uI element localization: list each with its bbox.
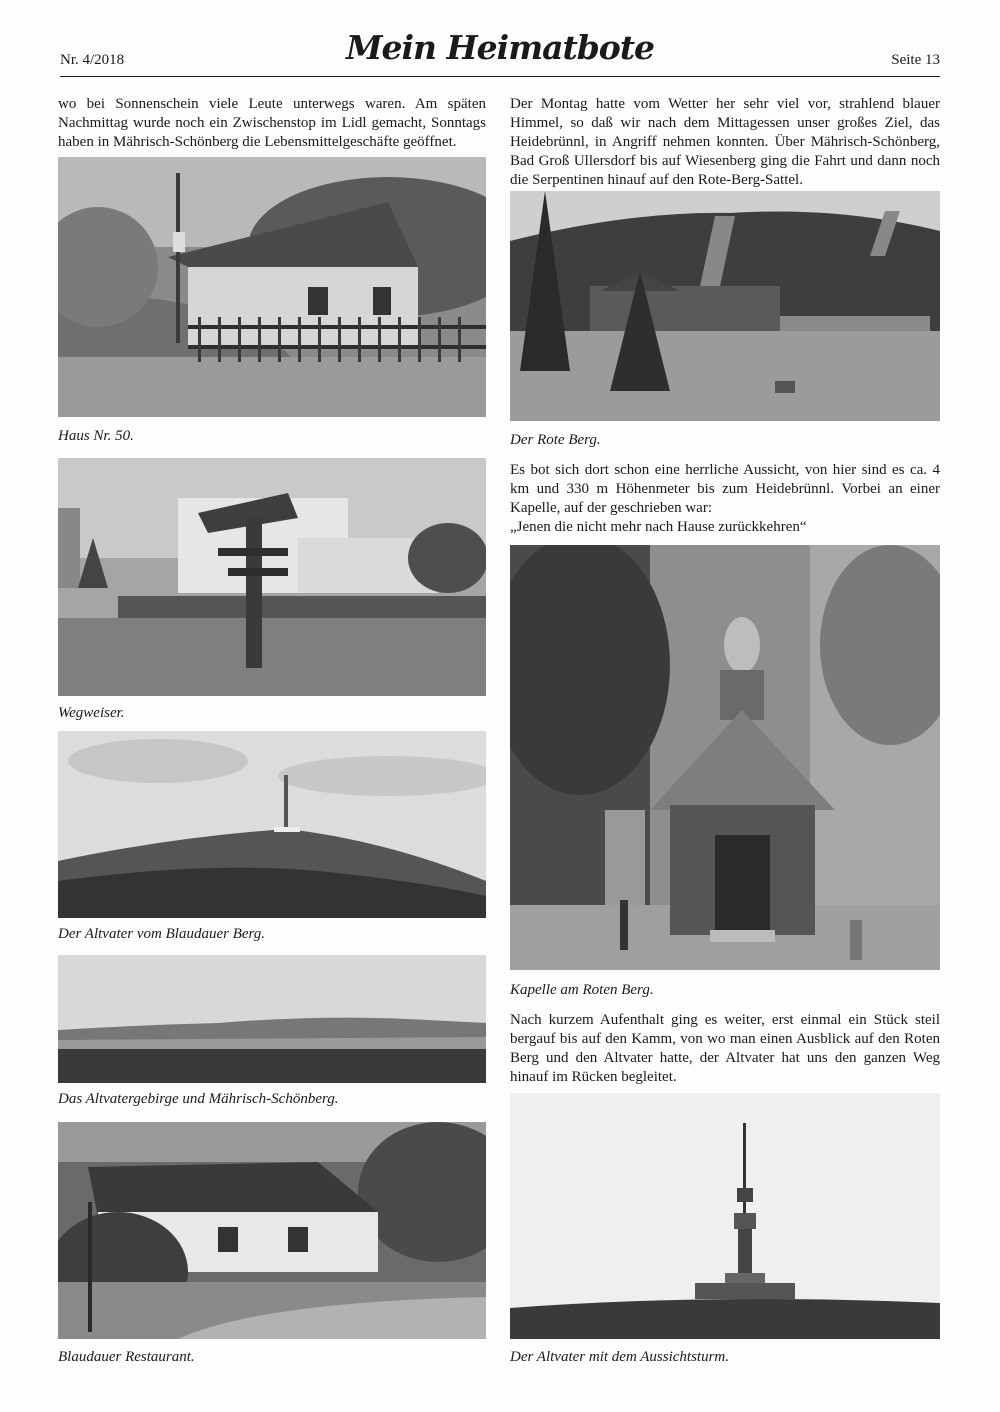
header-rule bbox=[60, 76, 940, 77]
chapel-inscription-quote: „Jenen die nicht mehr nach Hause zurückkehren“ bbox=[510, 519, 807, 535]
issue-number: Nr. 4/2018 bbox=[60, 52, 125, 68]
caption-altvater-tower: Der Altvater mit dem Aussichtsturm. bbox=[510, 1349, 730, 1365]
caption-house-50: Haus Nr. 50. bbox=[58, 428, 134, 444]
photo-signpost bbox=[58, 458, 486, 696]
right-paragraph-3: Nach kurzem Aufenthalt ging es weiter, erst einmal ein Stück steil bergauf bis auf den Kamm, von wo man einen Ausblick auf den Roten Berg und den Altvater hatte, der Altvater hat uns den ganzen Weg hinauf im Rücken begleitet. bbox=[510, 1012, 940, 1085]
photo-altvater-tower bbox=[510, 1093, 940, 1339]
photo-restaurant bbox=[58, 1122, 486, 1339]
caption-altvater-far: Der Altvater vom Blaudauer Berg. bbox=[58, 926, 266, 942]
photo-altvater-far bbox=[58, 731, 486, 918]
page-number: Seite 13 bbox=[891, 52, 940, 68]
masthead-logo: Mein Heimatbote bbox=[345, 28, 655, 67]
caption-mountain-range: Das Altvatergebirge und Mährisch-Schönberg. bbox=[58, 1091, 339, 1107]
caption-chapel: Kapelle am Roten Berg. bbox=[510, 982, 654, 998]
right-paragraph-2: Es bot sich dort schon eine herrliche Aussicht, von hier sind es ca. 4 km und 330 m Höhenmeter bis zum Heidebrünnl. Vorbei an einer Kapelle, auf der geschrieben war: bbox=[510, 462, 940, 516]
caption-signpost: Wegweiser. bbox=[58, 705, 125, 721]
caption-restaurant: Blaudauer Restaurant. bbox=[58, 1349, 195, 1365]
caption-rote-berg: Der Rote Berg. bbox=[510, 432, 601, 448]
photo-chapel bbox=[510, 545, 940, 970]
left-paragraph-1: wo bei Sonnenschein viele Leute unterwegs waren. Am späten Nachmittag wurde noch ein Zwischenstop im Lidl gemacht, Sonntags haben in Mährisch-Schönberg die Lebensmittelgeschäfte geöffnet. bbox=[58, 96, 486, 150]
photo-house-50 bbox=[58, 157, 486, 417]
photo-mountain-range bbox=[58, 955, 486, 1083]
photo-rote-berg bbox=[510, 191, 940, 421]
right-paragraph-1: Der Montag hatte vom Wetter her sehr viel vor, strahlend blauer Himmel, so daß wir nach dem Mittagessen unser großes Ziel, das Heidebrünnl, in Angriff nehmen konnten. Über Mährisch-Schönberg, Bad Groß Ullersdorf bis auf Wiesenberg ging die Fahrt und dann noch die Serpentinen hinauf auf den Rote-Berg-Sattel. bbox=[510, 96, 940, 188]
